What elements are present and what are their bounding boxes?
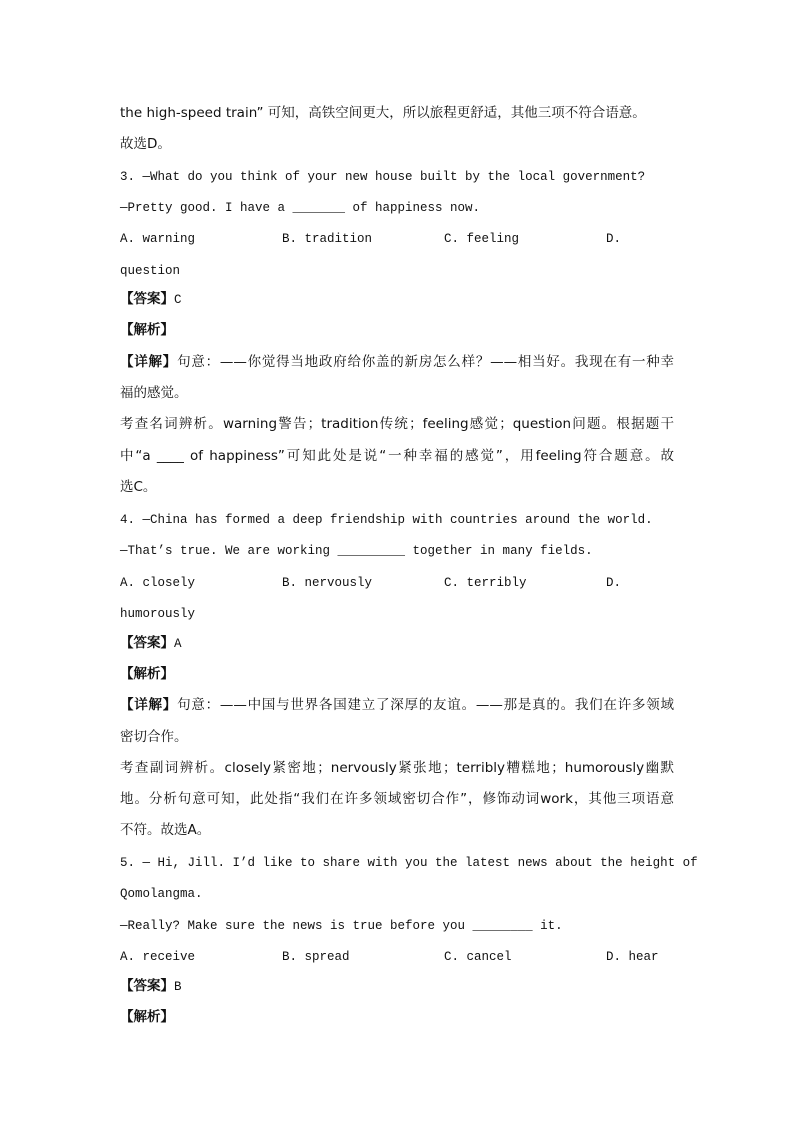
detail-label: 【详解】 [120,354,178,370]
q3-option-d-text: question [120,264,181,278]
q5-analysis-label: 【解析】 [120,1009,174,1025]
q3-option-b: B. tradition [282,232,373,246]
q3-analysis-label: 【解析】 [120,322,174,338]
q4-option-a: A. closely [120,576,196,590]
answer-label: 【答案】 [120,291,174,307]
answer-label: 【答案】 [120,978,174,994]
q4-response: —That’s true. We are working _________ together in many fields. [120,544,593,558]
q4-question: 4. —China has formed a deep friendship with countries around the world. [120,513,653,527]
q3-option-a: A. warning [120,232,196,246]
q3-option-c: C. feeling [444,232,520,246]
q4-option-b: B. nervously [282,576,373,590]
q4-option-c: C. terribly [444,576,527,590]
q4-analysis-line-2: 地。分析句意可知，此处指“我们在许多领域密切合作”，修饰动词work，其他三项语意 [120,791,674,807]
continuation-line-1: the high-speed train” 可知，高铁空间更大，所以旅程更舒适，其他三项不符合语意。 [120,105,646,121]
q3-answer [120,289,674,310]
q5-option-c: C. cancel [444,950,512,964]
q3-detail-line-1 [120,352,674,372]
q5-option-d: D. hear [606,950,659,964]
detail-text: 句意：——你觉得当地政府给你盖的新房怎么样？——相当好。我现在有一种幸 [177,354,675,370]
q4-detail-line-1 [120,695,674,715]
answer-value: B [174,980,182,994]
q3-question: 3. —What do you think of your new house built by the local government? [120,170,646,184]
q4-answer [120,633,674,654]
q5-question-wrap: Qomolangma. [120,887,203,901]
answer-value: C [174,293,182,307]
q3-response: —Pretty good. I have a _______ of happiness now. [120,201,481,215]
q5-answer [120,976,674,997]
detail-text: 句意：——中国与世界各国建立了深厚的友谊。——那是真的。我们在许多领域 [177,697,675,713]
q4-analysis-line-1: 考查副词辨析。closely紧密地；nervously紧张地；terribly糟糕地；humorously幽默 [120,760,674,776]
q4-analysis-label: 【解析】 [120,666,174,682]
q5-option-a: A. receive [120,950,196,964]
q5-option-b: B. spread [282,950,350,964]
q5-response: —Really? Make sure the news is true before you ________ it. [120,919,563,933]
q3-detail-line-2: 福的感觉。 [120,385,188,401]
continuation-line-2: 故选D。 [120,136,171,152]
q4-analysis-line-3: 不符。故选A。 [120,822,211,838]
q3-analysis-line-3: 选C。 [120,479,157,495]
answer-value: A [174,637,182,651]
detail-label: 【详解】 [120,697,178,713]
q3-option-d: D. [606,232,622,246]
q4-option-d-text: humorously [120,607,196,621]
q3-analysis-line-2: 中“a ____ of happiness”可知此处是说“一种幸福的感觉”，用feeling符合题意。故 [120,448,674,464]
q4-detail-line-2: 密切合作。 [120,729,188,745]
q3-analysis-line-1: 考查名词辨析。warning警告；tradition传统；feeling感觉；question问题。根据题干 [120,416,674,432]
answer-label: 【答案】 [120,635,174,651]
q5-question: 5. — Hi, Jill. I’d like to share with you the latest news about the height of [120,856,698,870]
q4-option-d: D. [606,576,622,590]
